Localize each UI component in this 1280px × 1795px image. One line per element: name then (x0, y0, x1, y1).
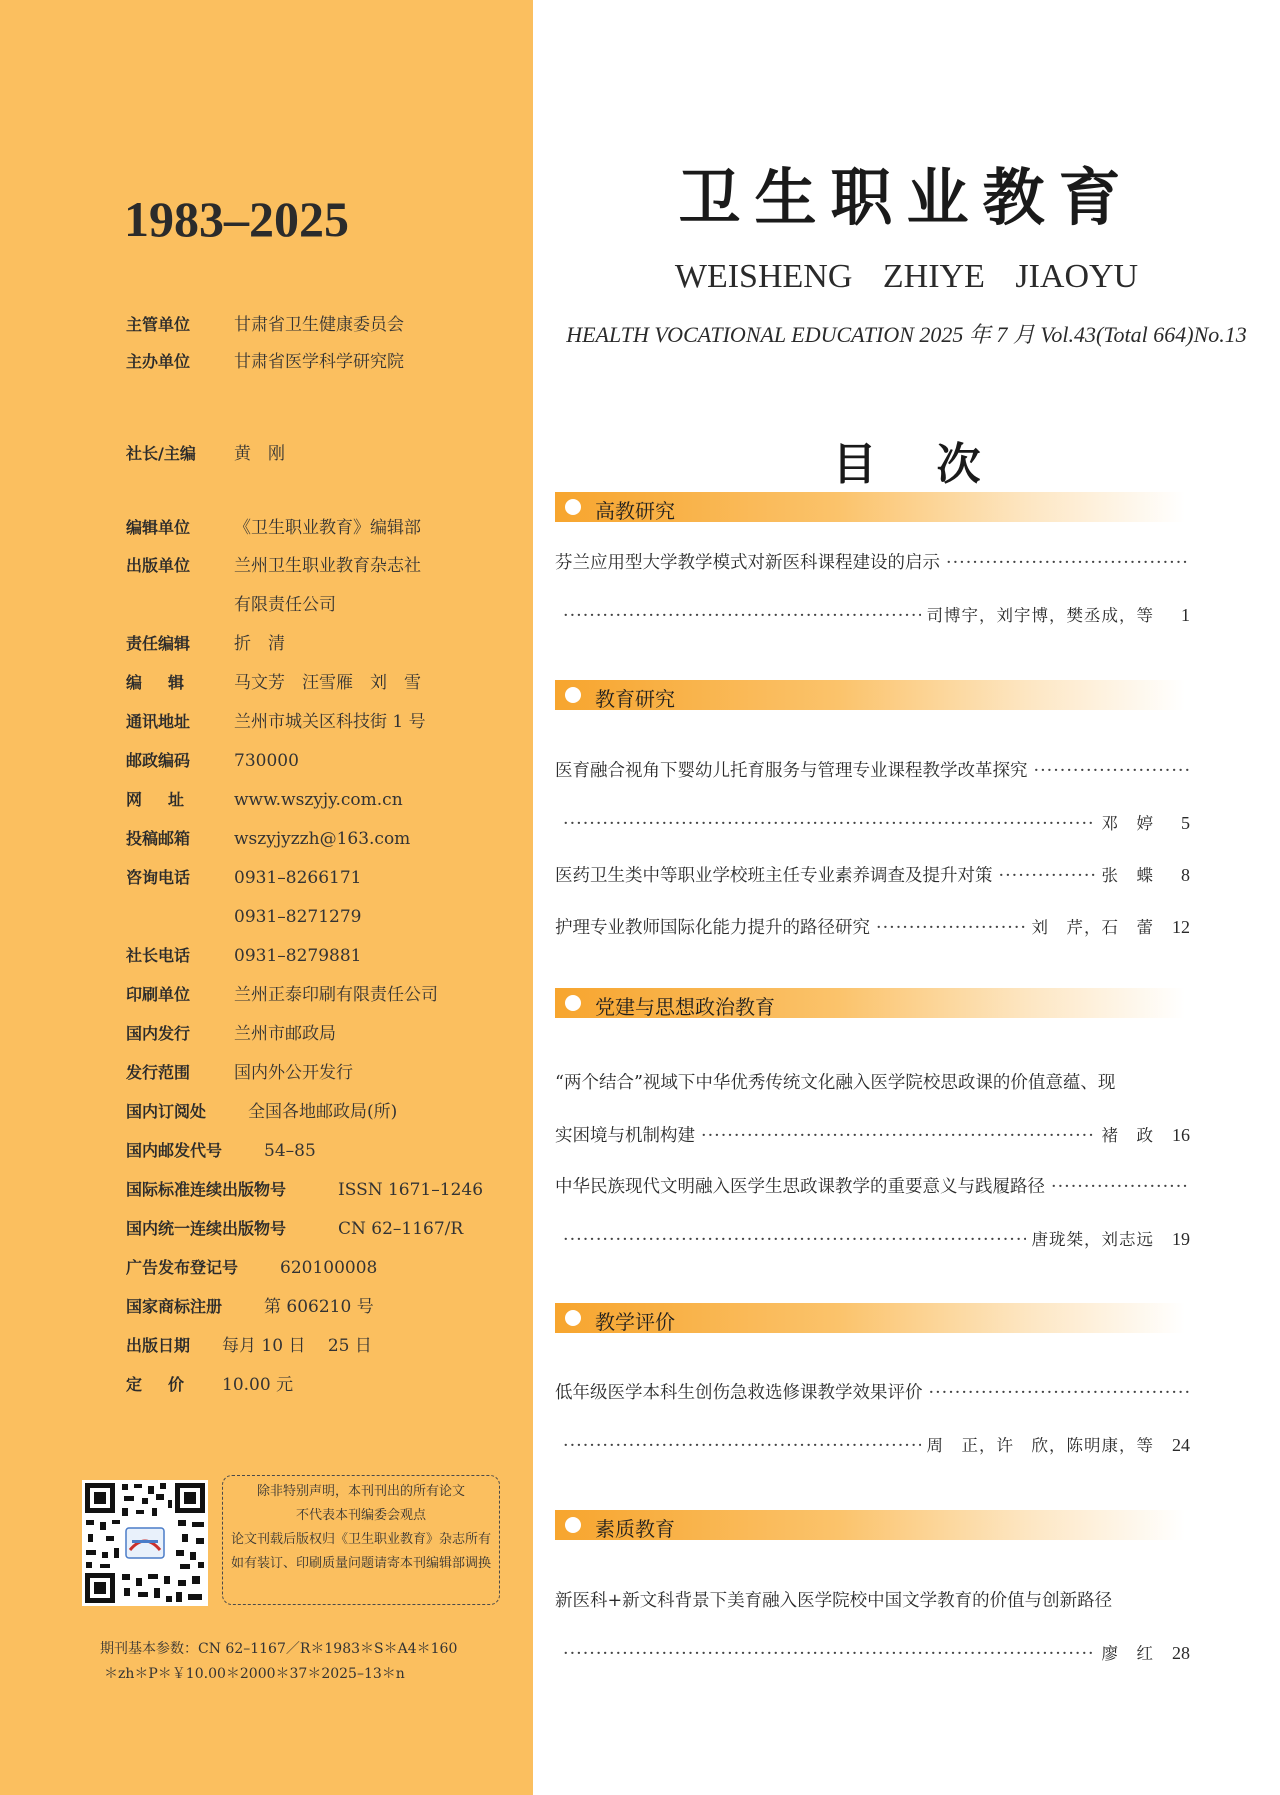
info-row-publisher: 出版单位 兰州卫生职业教育杂志社 (126, 556, 421, 576)
article-author-line[interactable]: ····· 周 正，许 欣，陈明康，等 24 (555, 1433, 1190, 1457)
info-row-domestic-distribution: 国内发行 兰州市邮政局 (126, 1024, 336, 1044)
section-header-education-research: 教育研究 (555, 680, 1185, 710)
article-line[interactable]: 护理专业教师国际化能力提升的路径研究 ····· 刘 芹，石 蕾 12 (555, 915, 1190, 939)
article-author-line[interactable]: ····· 唐珑桀，刘志远 19 (555, 1227, 1190, 1251)
info-row-postcode: 邮政编码 730000 (126, 751, 299, 771)
info-row-sponsor: 主办单位 甘肃省医学科学研究院 (126, 352, 404, 372)
left-sidebar (0, 0, 533, 1795)
info-row-editors: 编辑 马文芳 汪雪雁 刘 雪 (126, 673, 421, 693)
bullet-icon (565, 499, 581, 515)
section-header-higher-education: 高教研究 (555, 492, 1185, 522)
article-line[interactable]: 医药卫生类中等职业学校班主任专业素养调查及提升对策 ····· 张 蝶 8 (555, 863, 1190, 887)
journal-pinyin: WEISHENG ZHIYE JIAOYU (674, 258, 1139, 295)
info-row-cn: 国内统一连续出版物号 CN 62–1167/R (126, 1219, 464, 1239)
info-row-email: 投稿邮箱 wszyjyzzh@163.com (126, 829, 411, 849)
article-author-line[interactable]: ····· 邓 婷 5 (555, 811, 1190, 835)
info-row-address: 通讯地址 兰州市城关区科技街 1 号 (126, 712, 426, 732)
info-row-subscription: 国内订阅处 全国各地邮政局(所) (126, 1102, 398, 1122)
info-row-director-phone: 社长电话 0931–8279881 (126, 946, 362, 966)
info-row-printer: 印刷单位 兰州正泰印刷有限责任公司 (126, 985, 438, 1005)
info-row-editing-unit: 编辑单位 《卫生职业教育》编辑部 (126, 518, 421, 538)
section-header-teaching-evaluation: 教学评价 (555, 1303, 1185, 1333)
article-author-line[interactable]: ····· 廖 红 28 (555, 1641, 1190, 1665)
info-row-postal-code: 国内邮发代号 54–85 (126, 1141, 316, 1161)
info-row-supervisor: 主管单位 甘肃省卫生健康委员会 (126, 315, 404, 335)
article-author-line[interactable]: ····· 司博宇，刘宇博，樊丞成，等 1 (555, 603, 1190, 627)
info-row-website: 网址 www.wszyjy.com.cn (126, 790, 403, 810)
info-row-ad-license: 广告发布登记号 620100008 (126, 1258, 378, 1278)
info-row-issn: 国际标准连续出版物号 ISSN 1671–1246 (126, 1180, 484, 1200)
journal-title: 卫生职业教育 (678, 161, 1135, 234)
copyright-notice: 除非特别声明，本刊刊出的所有论文 不代表本刊编委会观点 论文刊载后版权归《卫生职业教育》杂志所有 如有装订、印刷质量问题请寄本刊编辑部调换 (222, 1475, 500, 1605)
issue-info: HEALTH VOCATIONAL EDUCATION 2025 年 7 月 Vol.43(Total 664)No.13 (566, 322, 1247, 347)
journal-parameters: 期刊基本参数：CN 62–1167／R＊1983＊S＊A4＊160 ＊zh＊P＊￥10.00＊2000＊37＊2025–13＊n (100, 1641, 458, 1682)
years-range: 1983–2025 (124, 191, 349, 247)
section-header-quality-education: 素质教育 (555, 1510, 1185, 1540)
bullet-icon (565, 995, 581, 1011)
article-title-line[interactable]: 中华民族现代文明融入医学生思政课教学的重要意义与践履路径 ····· (555, 1175, 1190, 1199)
section-header-party-building: 党建与思想政治教育 (555, 988, 1185, 1018)
info-row-phone-2: 0931–8271279 (234, 907, 362, 927)
bullet-icon (565, 1310, 581, 1326)
article-title-line[interactable]: 新医科+新文科背景下美育融入医学院校中国文学教育的价值与创新路径 (555, 1591, 1113, 1611)
info-row-price: 定价 10.00 元 (126, 1375, 294, 1395)
article-title-line[interactable]: 低年级医学本科生创伤急救选修课教学效果评价 ····· (555, 1381, 1190, 1405)
info-row-distribution-scope: 发行范围 国内外公开发行 (126, 1063, 353, 1083)
article-title-line-cont[interactable]: 实困境与机制构建 ····· 褚 政 16 (555, 1123, 1190, 1147)
info-row-trademark: 国家商标注册 第 606210 号 (126, 1297, 374, 1317)
bullet-icon (565, 1517, 581, 1533)
article-title-line[interactable]: 芬兰应用型大学教学模式对新医科课程建设的启示 ····· (555, 551, 1190, 575)
article-title-line[interactable]: “两个结合”视域下中华优秀传统文化融入医学院校思政课的价值意蕴、现 (555, 1073, 1116, 1093)
qr-code[interactable] (82, 1480, 208, 1606)
info-row-publisher-cont: 有限责任公司 (234, 595, 336, 615)
info-row-responsible-editor: 责任编辑 折 清 (126, 634, 285, 654)
info-row-editor-in-chief: 社长/主编 黄 刚 (126, 444, 285, 464)
toc-heading: 目次 (832, 439, 1041, 490)
info-row-phone: 咨询电话 0931–8266171 (126, 868, 362, 888)
bullet-icon (565, 687, 581, 703)
info-row-pub-date: 出版日期 每月 10 日 25 日 (126, 1336, 372, 1356)
article-title-line[interactable]: 医育融合视角下婴幼儿托育服务与管理专业课程教学改革探究 ····· (555, 759, 1190, 783)
